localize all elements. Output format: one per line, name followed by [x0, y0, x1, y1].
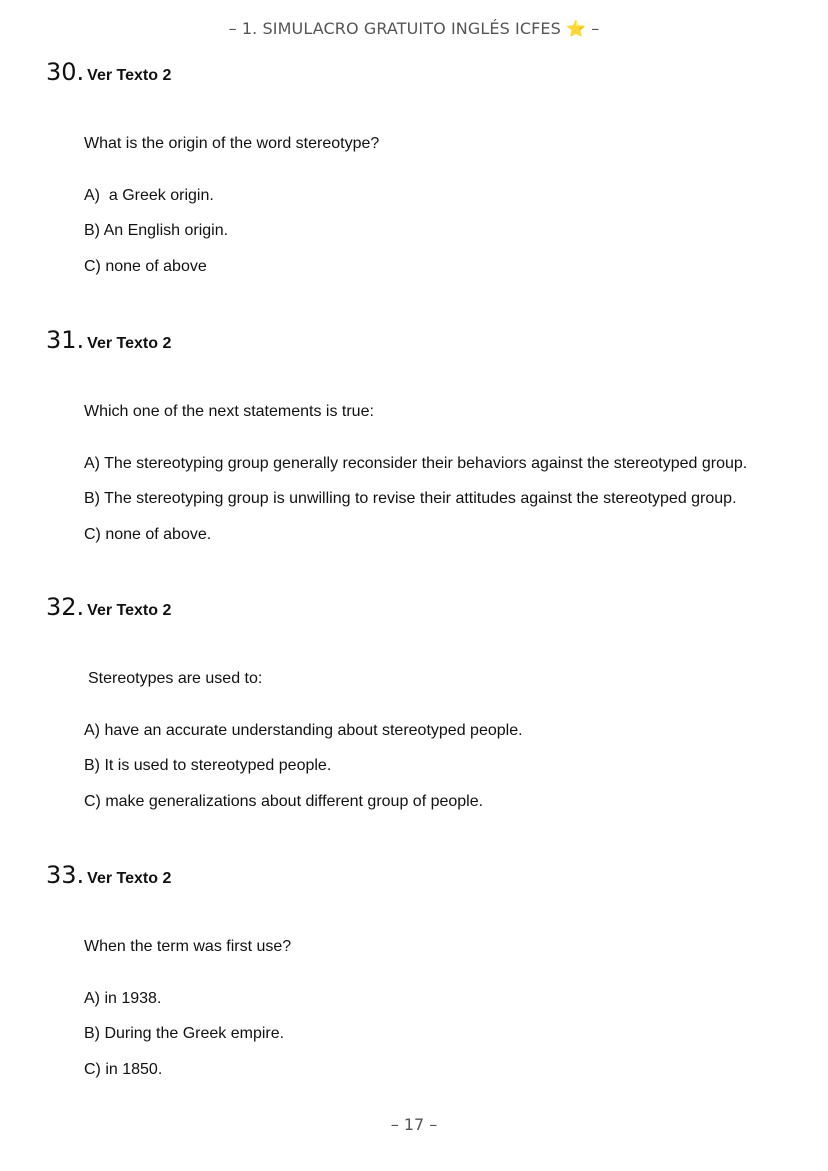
question-31	[46, 326, 806, 543]
question-number: 30.	[46, 58, 85, 86]
question-33	[46, 861, 806, 1078]
question-heading	[46, 58, 806, 86]
option-b: B) During the Greek empire.	[84, 1025, 285, 1042]
text-reference: Ver Texto 2	[87, 602, 172, 619]
option-b: B) The stereotyping group is unwilling to revise their attitudes against the stereotyped group.	[84, 490, 737, 507]
question-stem: When the term was first use?	[84, 938, 292, 955]
page-number: – 17 –	[390, 1115, 438, 1134]
option-a: A) in 1938.	[84, 990, 162, 1007]
option-a: A) a Greek origin.	[84, 187, 214, 204]
option-c: C) none of above	[84, 258, 207, 275]
text-reference: Ver Texto 2	[87, 67, 172, 84]
option-b: B) It is used to stereotyped people.	[84, 757, 332, 774]
question-stem: Stereotypes are used to:	[88, 670, 263, 687]
question-30	[46, 58, 806, 275]
option-c: C) make generalizations about different group of people.	[84, 793, 484, 810]
question-heading	[46, 326, 806, 354]
question-heading	[46, 861, 806, 889]
question-heading	[46, 593, 806, 621]
question-stem: Which one of the next statements is true:	[84, 403, 374, 420]
question-stem: What is the origin of the word stereotype?	[84, 135, 380, 152]
option-c: C) in 1850.	[84, 1061, 163, 1078]
question-32	[46, 593, 806, 810]
option-a: A) have an accurate understanding about stereotyped people.	[84, 722, 523, 739]
question-number: 31.	[46, 326, 85, 354]
header-title-suffix: –	[586, 19, 600, 38]
question-number: 33.	[46, 861, 85, 889]
text-reference: Ver Texto 2	[87, 335, 172, 352]
question-number: 32.	[46, 593, 85, 621]
star-icon: ⭐	[566, 19, 587, 38]
option-b: B) An English origin.	[84, 222, 229, 239]
page-header	[0, 19, 828, 38]
option-a: A) The stereotyping group generally reconsider their behaviors against the stereotyped group.	[84, 455, 748, 472]
text-reference: Ver Texto 2	[87, 870, 172, 887]
header-title-prefix: – 1. SIMULACRO GRATUITO INGLÉS ICFES	[228, 19, 567, 38]
option-c: C) none of above.	[84, 526, 212, 543]
